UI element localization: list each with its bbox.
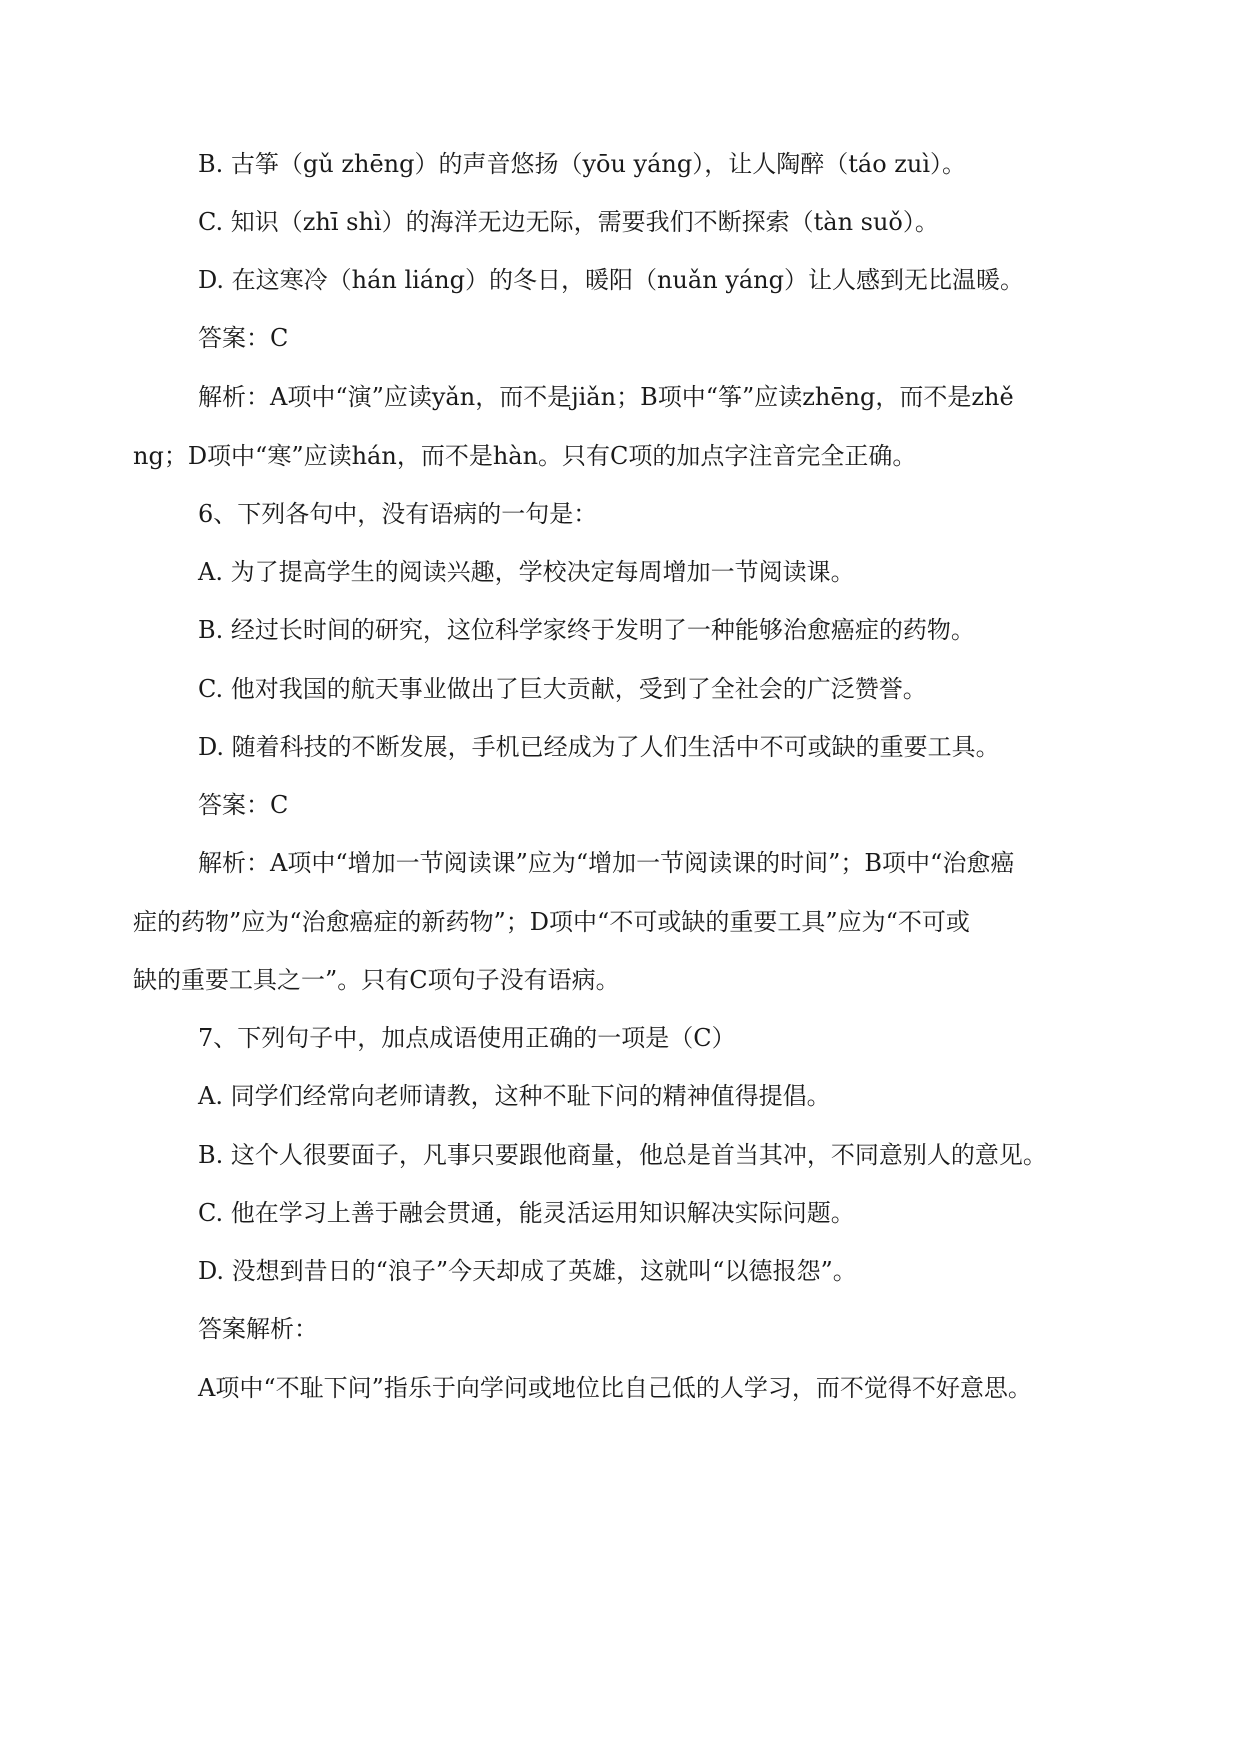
q7-option-c: C. 他在学习上善于融会贯通，能灵活运用知识解决实际问题。 — [198, 1199, 855, 1227]
q6-option-d: D. 随着科技的不断发展，手机已经成为了人们生活中不可或缺的重要工具。 — [198, 733, 1000, 761]
q6-analysis-line3: 缺的重要工具之一”。只有C项句子没有语病。 — [133, 966, 620, 994]
q7-option-d: D. 没想到昔日的“浪子”今天却成了英雄，这就叫“以德报怨”。 — [198, 1257, 857, 1285]
q6-option-a: A. 为了提高学生的阅读兴趣，学校决定每周增加一节阅读课。 — [198, 558, 855, 586]
q7-analysis-line1: A项中“不耻下问”指乐于向学问或地位比自己低的人学习，而不觉得不好意思。 — [198, 1374, 1032, 1402]
option-b-text: B. 古筝（gǔ zhēng）的声音悠扬（yōu yáng），让人陶醉（táo zuì）。 — [198, 150, 967, 178]
q7-option-a: A. 同学们经常向老师请教，这种不耻下问的精神值得提倡。 — [198, 1082, 831, 1110]
q7-answer-heading: 答案解析： — [198, 1315, 318, 1343]
q6-analysis-line1: 解析：A项中“增加一节阅读课”应为“增加一节阅读课的时间”；B项中“治愈癌 — [198, 849, 1015, 877]
q6-option-b: B. 经过长时间的研究，这位科学家终于发明了一种能够治愈癌症的药物。 — [198, 616, 975, 644]
q6-analysis-line2: 症的药物”应为“治愈癌症的新药物”；D项中“不可或缺的重要工具”应为“不可或 — [133, 908, 970, 936]
question-6-title: 6、下列各句中，没有语病的一句是： — [198, 500, 598, 528]
question-7-title: 7、下列句子中，加点成语使用正确的一项是（C） — [198, 1024, 736, 1052]
q7-option-b: B. 这个人很要面子，凡事只要跟他商量，他总是首当其冲，不同意别人的意见。 — [198, 1141, 1047, 1169]
analysis-line: 解析：A项中“演”应读yǎn，而不是jiǎn；B项中“筝”应读zhēng，而不是zhě — [198, 383, 1014, 411]
option-d-text: D. 在这寒冷（hán liáng）的冬日，暖阳（nuǎn yáng）让人感到无比温暖。 — [198, 266, 1024, 294]
q6-option-c: C. 他对我国的航天事业做出了巨大贡献，受到了全社会的广泛赞誉。 — [198, 675, 927, 703]
answer-line: 答案：C — [198, 324, 289, 352]
analysis-continuation: ng；D项中“寒”应读hán，而不是hàn。只有C项的加点字注音完全正确。 — [133, 442, 917, 470]
q6-answer: 答案：C — [198, 791, 289, 819]
option-c-text: C. 知识（zhī shì）的海洋无边无际，需要我们不断探索（tàn suǒ）。 — [198, 208, 939, 236]
